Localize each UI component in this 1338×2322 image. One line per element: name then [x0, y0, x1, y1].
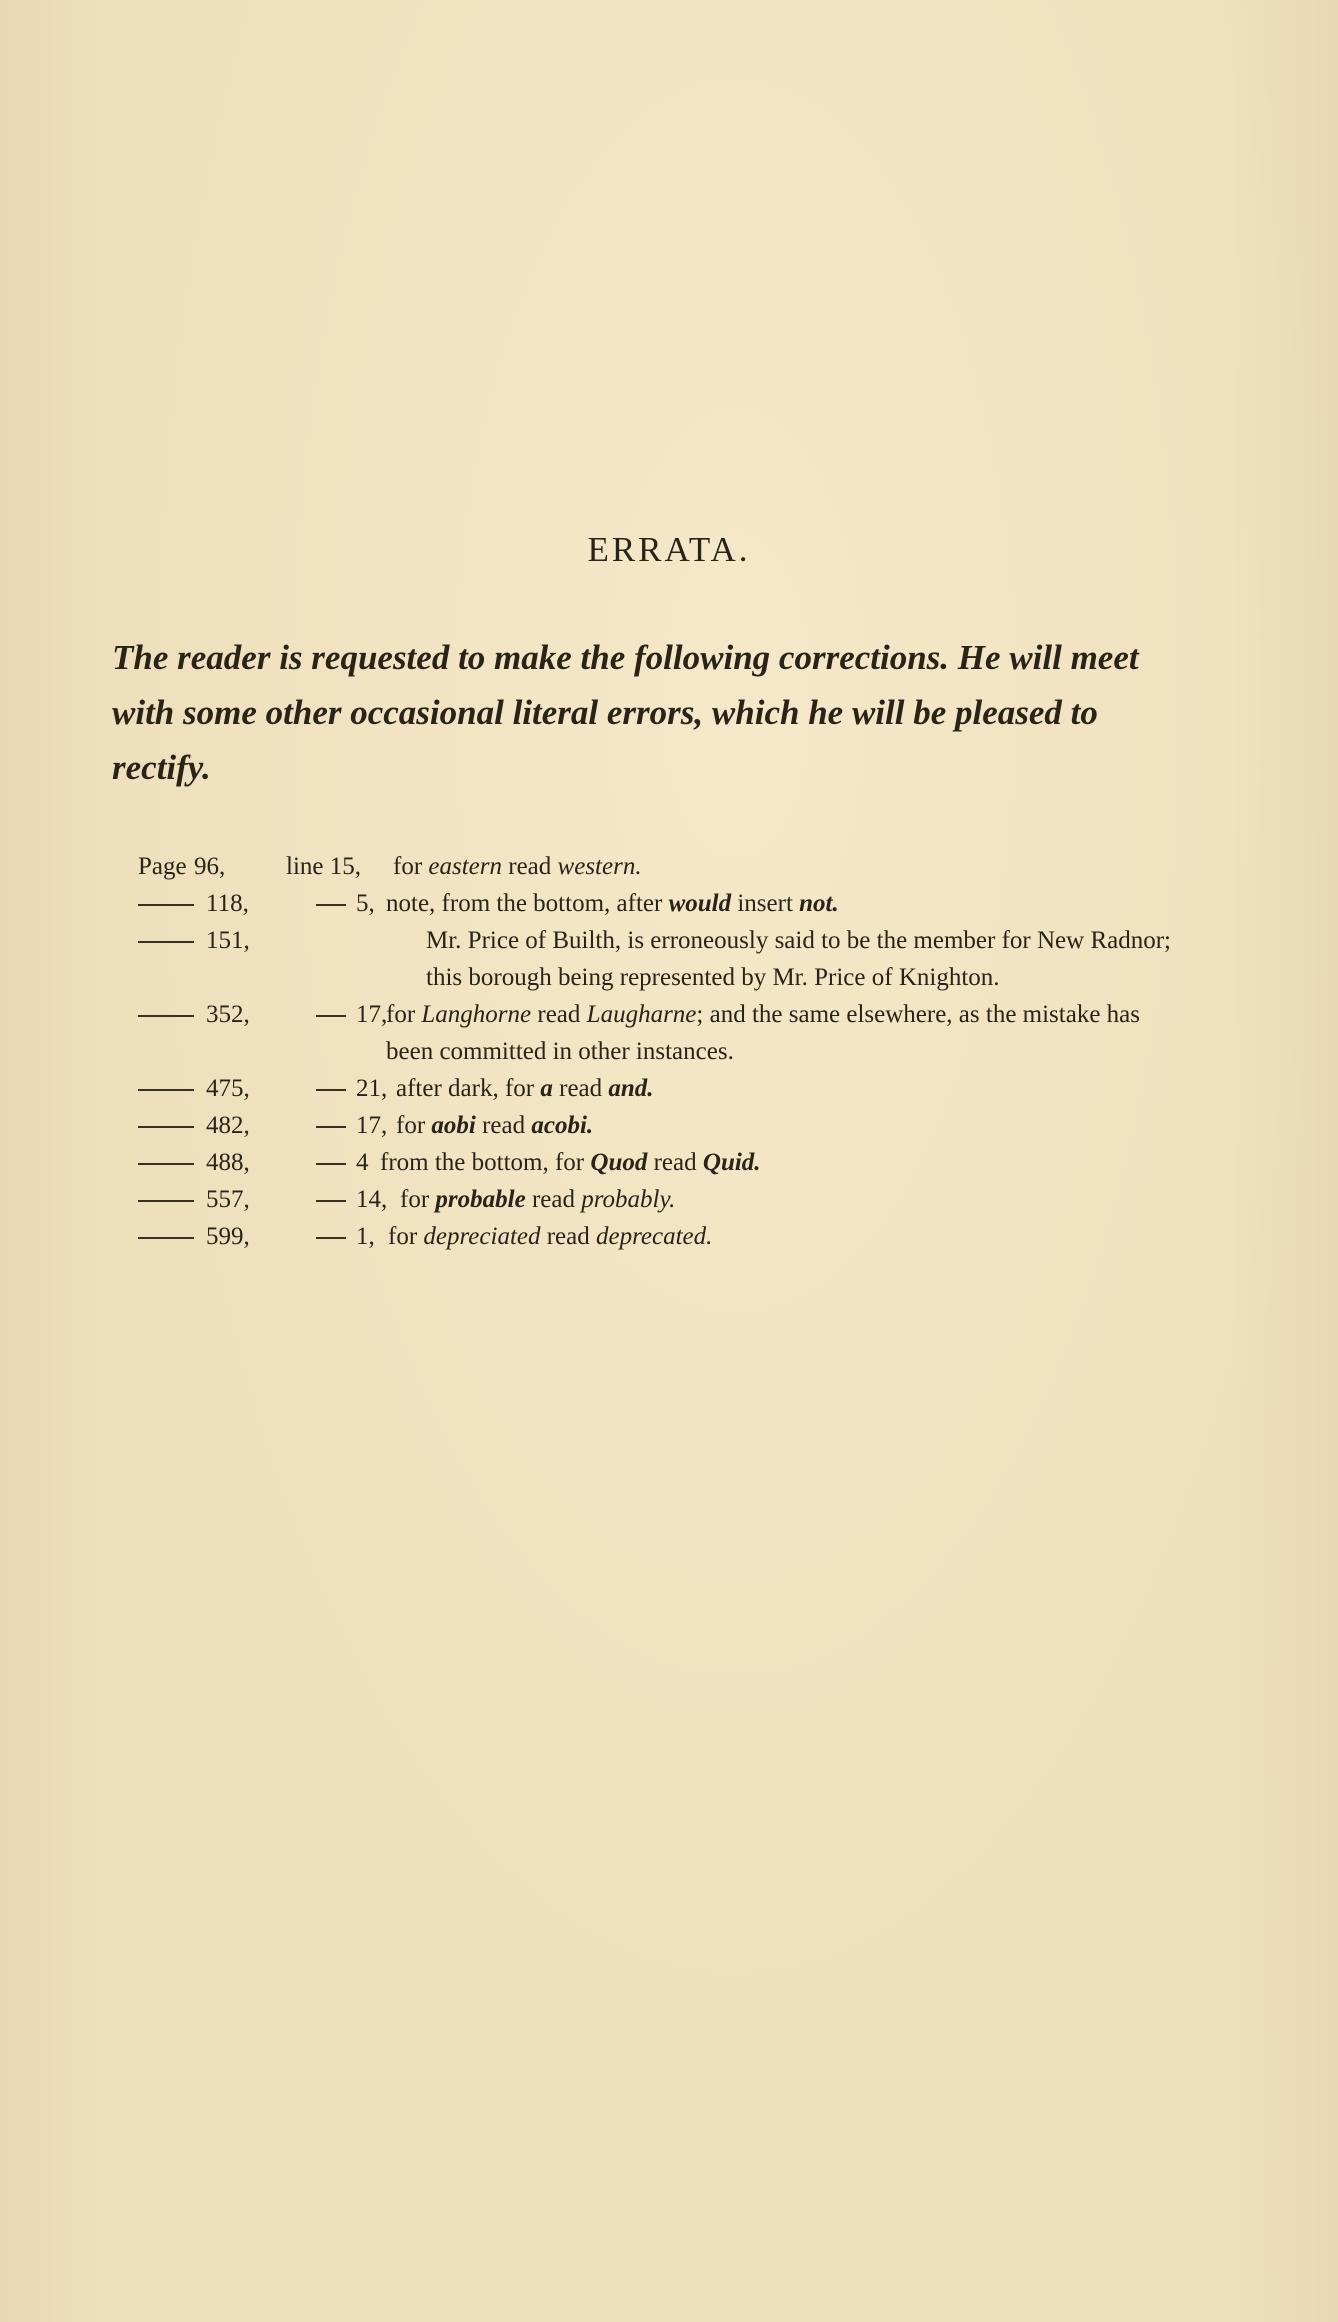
line-ref — [316, 885, 375, 922]
right-word: not. — [799, 890, 839, 917]
wrong-word: Quod — [590, 1149, 648, 1176]
correction-text: for depreciated read deprecated. — [388, 1223, 713, 1250]
ditto-dash — [316, 1163, 346, 1165]
correction-text: for Langhorne read Laugharne; and the same elsewhere, as the mistake has been committed in other instances. — [386, 1001, 1140, 1065]
right-word: western. — [557, 853, 642, 880]
ditto-dash — [138, 1163, 194, 1165]
wrong-word: would — [668, 890, 732, 917]
page-ref — [138, 922, 303, 959]
errata-entry — [138, 1107, 1198, 1144]
errata-entry — [138, 922, 1198, 996]
ditto-dash — [138, 1237, 194, 1239]
correction-text: after dark, for a read and. — [396, 1075, 654, 1102]
line-ref — [316, 996, 387, 1033]
right-word: probably. — [581, 1186, 676, 1213]
page-number: 599, — [206, 1223, 250, 1250]
page-ref — [138, 885, 303, 922]
page-ref — [138, 1107, 303, 1144]
ditto-dash — [316, 1089, 346, 1091]
page-title: ERRATA. — [587, 530, 751, 569]
line-number: 17, — [356, 1112, 388, 1139]
page-ref — [138, 1070, 303, 1107]
ditto-dash — [316, 1200, 346, 1202]
page-number: 118, — [206, 890, 249, 917]
correction-text: for probable read probably. — [400, 1186, 676, 1213]
errata-entry — [138, 1181, 1198, 1218]
line-number: 14, — [356, 1186, 388, 1213]
line-label: line — [286, 853, 324, 880]
correction-text: from the bottom, for Quod read Quid. — [380, 1149, 761, 1176]
right-word: deprecated. — [596, 1223, 713, 1250]
errata-entry — [138, 1218, 1198, 1255]
page-ref — [138, 848, 303, 885]
wrong-word: a — [540, 1075, 553, 1102]
correction-text: note, from the bottom, after would insert not. — [386, 890, 839, 917]
line-number: 5, — [356, 890, 375, 917]
line-number: 4 — [356, 1149, 369, 1176]
page-number: 352, — [206, 1001, 250, 1028]
ditto-dash — [316, 1126, 346, 1128]
page-number: 557, — [206, 1186, 250, 1213]
page-label: Page — [138, 853, 187, 880]
page-number: 488, — [206, 1149, 250, 1176]
wrong-word: Langhorne — [421, 1001, 532, 1028]
line-number: 1, — [356, 1223, 375, 1250]
page-number: 475, — [206, 1075, 250, 1102]
page-ref — [138, 1181, 303, 1218]
right-word: and. — [608, 1075, 654, 1102]
wrong-word: eastern — [428, 853, 503, 880]
errata-entry — [138, 885, 1198, 922]
line-ref — [316, 1181, 387, 1218]
line-ref — [316, 1144, 369, 1181]
correction-text: Mr. Price of Builth, is erroneously said to be the member for New Radnor; this borough being represented by Mr. Price of Knighton. — [426, 927, 1171, 991]
ditto-dash — [138, 1126, 194, 1128]
ditto-dash — [316, 1015, 346, 1017]
wrong-word: aobi — [431, 1112, 476, 1139]
correction-text: for eastern read western. — [393, 853, 642, 880]
errata-entry — [138, 996, 1198, 1070]
errata-entry — [138, 1144, 1198, 1181]
ditto-dash — [138, 1200, 194, 1202]
line-number: 15, — [329, 853, 361, 880]
ditto-dash — [138, 904, 194, 906]
ditto-dash — [138, 941, 194, 943]
page-ref — [138, 1218, 303, 1255]
right-word: Laugharne — [586, 1001, 697, 1028]
correction-text: for aobi read acobi. — [396, 1112, 594, 1139]
page-ref — [138, 996, 303, 1033]
ditto-dash — [138, 1089, 194, 1091]
intro-paragraph: The reader is requested to make the following corrections. He will meet with some other occasional literal errors, which he will be pleased to rectify. — [112, 638, 1139, 787]
errata-entry — [138, 848, 1198, 885]
line-number: 17, — [356, 1001, 388, 1028]
ditto-dash — [316, 904, 346, 906]
page-number: 151, — [206, 927, 250, 954]
page-number: 96, — [194, 853, 226, 880]
line-ref — [286, 848, 361, 885]
errata-entry — [138, 1070, 1198, 1107]
right-word: Quid. — [702, 1149, 761, 1176]
wrong-word: probable — [435, 1186, 526, 1213]
line-ref — [316, 1070, 387, 1107]
line-ref — [316, 1218, 375, 1255]
ditto-dash — [138, 1015, 194, 1017]
line-ref — [316, 1107, 387, 1144]
ditto-dash — [316, 1237, 346, 1239]
wrong-word: depreciated — [423, 1223, 541, 1250]
errata-list — [138, 848, 1198, 1255]
page-number: 482, — [206, 1112, 250, 1139]
line-number: 21, — [356, 1075, 388, 1102]
right-word: acobi. — [531, 1112, 594, 1139]
page-ref — [138, 1144, 303, 1181]
